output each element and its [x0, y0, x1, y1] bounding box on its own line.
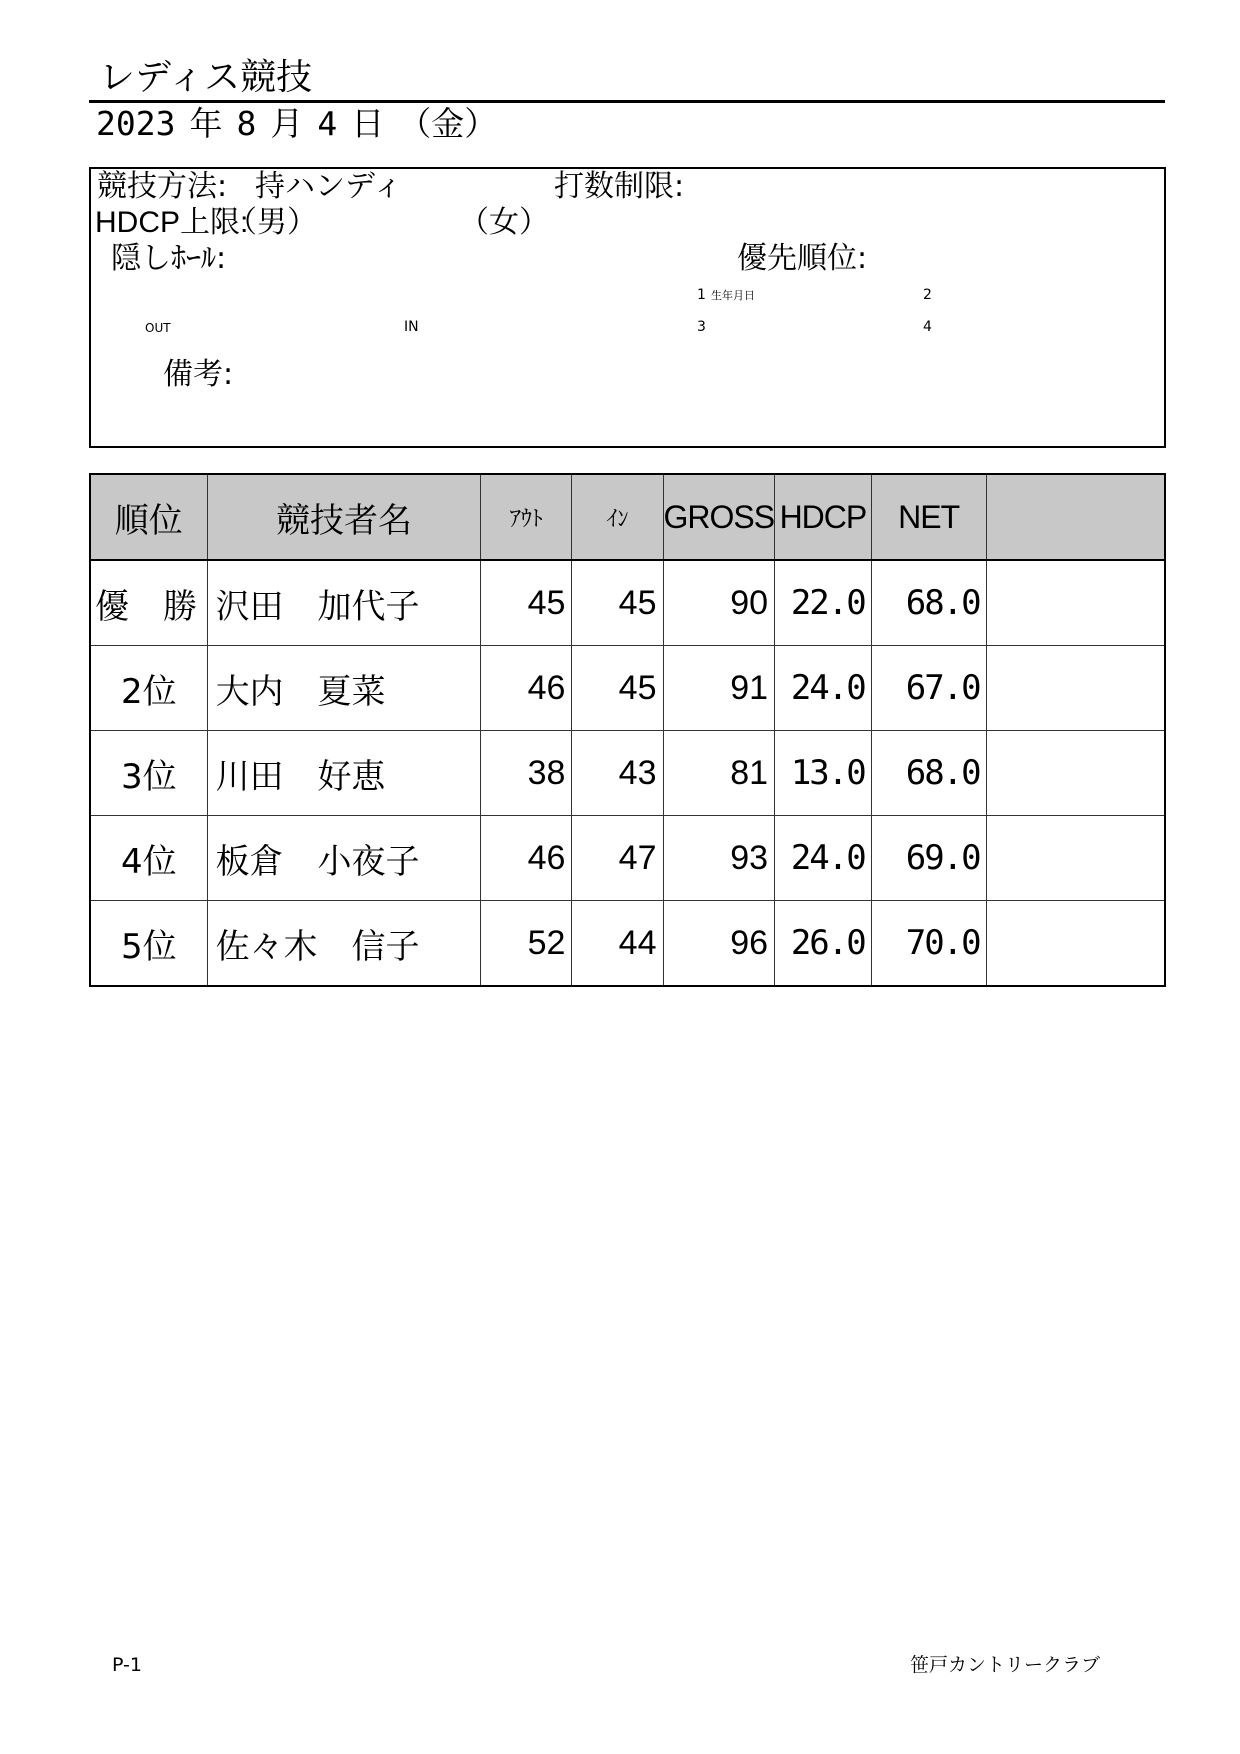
row-out: 46 — [481, 816, 572, 901]
date-month-unit: 月 — [270, 104, 304, 143]
row-in: 44 — [572, 901, 663, 987]
row-out: 46 — [481, 646, 572, 731]
row-rank: 3位 — [90, 731, 207, 816]
header-gross: GROSS — [663, 474, 775, 560]
header-out: ｱｳﾄ — [481, 474, 572, 560]
date-day: 4 — [317, 104, 338, 143]
row-rank: 2位 — [90, 646, 207, 731]
priority-3-number: 3 — [697, 319, 706, 335]
row-net: 68.0 — [871, 560, 986, 646]
row-name: 佐々木 信子 — [207, 901, 481, 987]
row-hdcp: 13.0 — [775, 731, 872, 816]
row-in: 45 — [572, 646, 663, 731]
row-in: 47 — [572, 816, 663, 901]
row-rank: 5位 — [90, 901, 207, 987]
row-in: 43 — [572, 731, 663, 816]
hdcp-limit-label: HDCP上限: — [95, 206, 249, 239]
row-name: 川田 好恵 — [207, 731, 481, 816]
header-name: 競技者名 — [207, 474, 481, 560]
row-name: 沢田 加代子 — [207, 560, 481, 646]
table-row — [90, 560, 1165, 646]
row-hdcp: 22.0 — [775, 560, 872, 646]
date-month: 8 — [236, 104, 257, 143]
row-out: 52 — [481, 901, 572, 987]
row-out: 45 — [481, 560, 572, 646]
remarks-label: 備考: — [163, 357, 234, 392]
row-net: 68.0 — [871, 731, 986, 816]
priority-label: 優先順位: — [737, 241, 868, 276]
event-date — [96, 104, 511, 144]
table-row — [90, 731, 1165, 816]
results-table — [89, 473, 1166, 987]
row-net: 67.0 — [871, 646, 986, 731]
row-in: 45 — [572, 560, 663, 646]
table-row — [90, 816, 1165, 901]
row-rank: 4位 — [90, 816, 207, 901]
priority-4-number: 4 — [923, 319, 932, 335]
club-name: 笹戸カントリークラブ — [910, 1654, 1101, 1676]
row-blank — [986, 901, 1165, 987]
hidden-holes-label: 隠しﾎｰﾙ: — [111, 241, 227, 276]
method-label: 競技方法: — [97, 169, 228, 204]
priority-2-number: 2 — [923, 287, 932, 303]
priority-1-number: 1 — [697, 287, 706, 303]
date-year: 2023 — [96, 104, 176, 143]
row-blank — [986, 731, 1165, 816]
competition-info-box — [89, 167, 1166, 448]
page-number: P-1 — [112, 1654, 142, 1676]
row-gross: 93 — [663, 816, 775, 901]
row-blank — [986, 816, 1165, 901]
stroke-limit-label: 打数制限: — [554, 169, 685, 204]
header-net: NET — [871, 474, 986, 560]
in-label: IN — [404, 319, 419, 335]
row-name: 大内 夏菜 — [207, 646, 481, 731]
row-hdcp: 24.0 — [775, 646, 872, 731]
row-gross: 96 — [663, 901, 775, 987]
hdcp-female-label: （女） — [459, 205, 549, 240]
date-day-unit: 日 — [351, 104, 385, 143]
row-out: 38 — [481, 731, 572, 816]
row-rank: 優 勝 — [90, 560, 207, 646]
row-name: 板倉 小夜子 — [207, 816, 481, 901]
priority-1-value: 生年月日 — [711, 289, 755, 302]
row-blank — [986, 560, 1165, 646]
row-gross: 90 — [663, 560, 775, 646]
table-row — [90, 901, 1165, 987]
date-year-unit: 年 — [189, 104, 223, 143]
header-in: ｲﾝ — [572, 474, 663, 560]
row-blank — [986, 646, 1165, 731]
row-gross: 81 — [663, 731, 775, 816]
method-value: 持ハンディ — [255, 169, 403, 204]
title-row — [89, 58, 1165, 103]
header-rank: 順位 — [90, 474, 207, 560]
out-label: OUT — [145, 321, 171, 335]
table-row — [90, 646, 1165, 731]
row-net: 69.0 — [871, 816, 986, 901]
header-hdcp: HDCP — [775, 474, 872, 560]
row-net: 70.0 — [871, 901, 986, 987]
header-blank — [986, 474, 1165, 560]
page-title: レディス競技 — [99, 57, 313, 98]
row-gross: 91 — [663, 646, 775, 731]
date-weekday: （金） — [398, 104, 498, 143]
hdcp-male-label: （男） — [227, 205, 317, 240]
row-hdcp: 26.0 — [775, 901, 872, 987]
table-header-row — [90, 474, 1165, 560]
row-hdcp: 24.0 — [775, 816, 872, 901]
